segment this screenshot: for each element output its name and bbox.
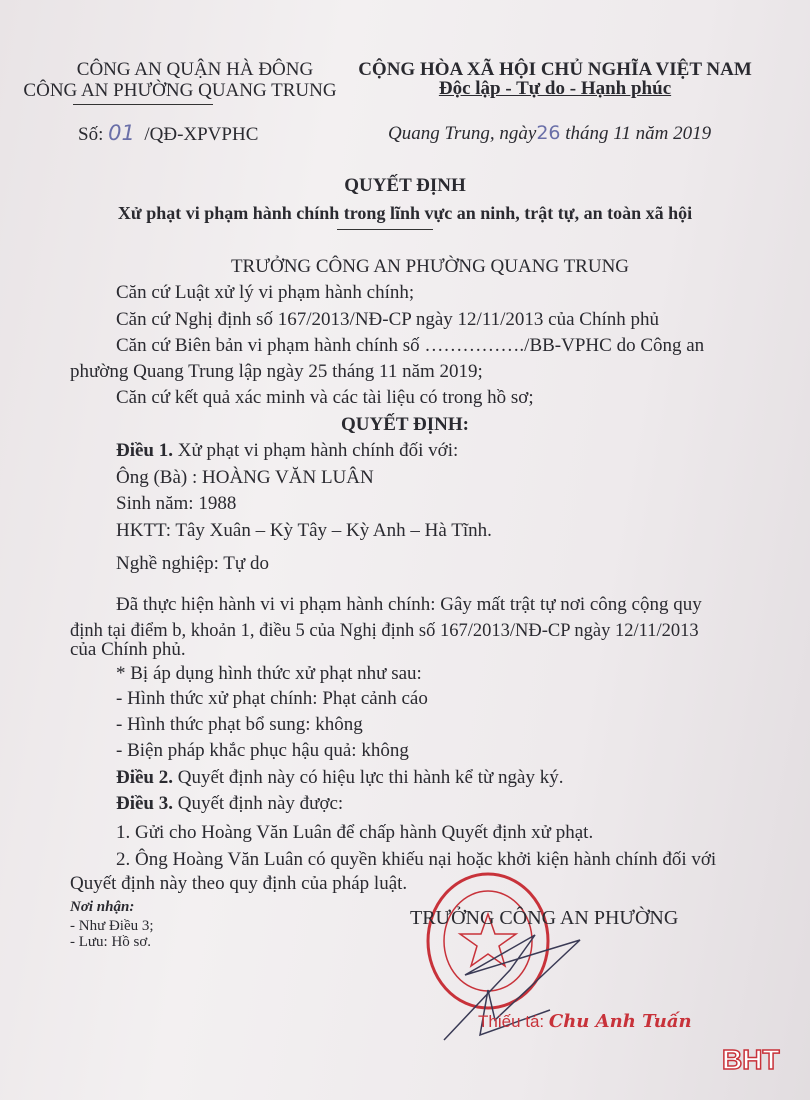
- agency-underline: [73, 104, 213, 105]
- document-number: [78, 121, 258, 147]
- agency-parent: CÔNG AN QUẬN HÀ ĐÔNG: [76, 59, 314, 80]
- penalty-line: - Hình thức xử phạt chính: Phạt cảnh cáo: [116, 688, 428, 709]
- watermark-logo: BHT: [722, 1044, 780, 1075]
- number-label: Số:: [78, 124, 104, 145]
- authority: TRƯỞNG CÔNG AN PHƯỜNG QUANG TRUNG: [230, 256, 630, 277]
- penalty-line: - Hình thức phạt bổ sung: không: [116, 714, 363, 735]
- basis-line: Căn cứ kết quả xác minh và các tài liệu có trong hồ sơ;: [116, 387, 534, 408]
- article-label: Điều 2.: [116, 767, 173, 788]
- article-text: Xử phạt vi phạm hành chính đối với:: [177, 440, 459, 461]
- signer-name: Chu Anh Tuấn: [548, 1011, 692, 1032]
- article-text: Quyết định này được:: [177, 793, 344, 814]
- name-value: HOÀNG VĂN LUÂN: [202, 467, 374, 488]
- title-heading: QUYẾT ĐỊNH: [344, 175, 466, 196]
- article-3: [116, 792, 343, 816]
- basis-line: phường Quang Trung lập ngày 25 tháng 11 năm 2019;: [70, 361, 483, 382]
- decision-heading: QUYẾT ĐỊNH:: [341, 414, 469, 435]
- country-name: CỘNG HÒA XÃ HỘI CHỦ NGHĨA VIỆT NAM: [358, 59, 752, 80]
- article-3-item: 2. Ông Hoàng Văn Luân có quyền khiếu nại hoặc khởi kiện hành chính đối với: [116, 849, 717, 870]
- violation-line: Đã thực hiện hành vi vi phạm hành chính: Gây mất trật tự nơi công cộng quy: [116, 594, 702, 615]
- basis-line: Căn cứ Nghị định số 167/2013/NĐ-CP ngày 12/11/2013 của Chính phủ: [116, 309, 659, 330]
- signer-rank: Thiếu tá:: [478, 1012, 545, 1031]
- article-3-item: 1. Gửi cho Hoàng Văn Luân để chấp hành Quyết định xử phạt.: [116, 822, 594, 843]
- agency-name: CÔNG AN PHƯỜNG QUANG TRUNG: [23, 80, 337, 101]
- document-date: [388, 121, 711, 146]
- basis-line: Căn cứ Luật xử lý vi phạm hành chính;: [116, 282, 415, 303]
- article-2: [116, 766, 563, 790]
- birth-year: Sinh năm: 1988: [116, 493, 237, 514]
- article-label: Điều 1.: [116, 440, 173, 461]
- basis-line: Căn cứ Biên bản vi phạm hành chính số ……………./BB-VPHC do Công an: [116, 335, 705, 356]
- violation-line: của Chính phủ.: [70, 639, 186, 660]
- number-value: 01: [108, 121, 135, 145]
- number-suffix: /QĐ-XPVPHC: [144, 124, 259, 145]
- title-subtitle: Xử phạt vi phạm hành chính trong lĩnh vực an ninh, trật tự, an toàn xã hội: [117, 203, 693, 223]
- penalty-line: * Bị áp dụng hình thức xử phạt như sau:: [116, 663, 422, 684]
- signature-title: TRƯỞNG CÔNG AN PHƯỜNG: [410, 907, 679, 929]
- recipient-item: - Như Điều 3;: [70, 918, 154, 934]
- recipients-label: Nơi nhận:: [70, 899, 135, 915]
- name-label: Ông (Bà) :: [116, 467, 198, 488]
- recipient-item: - Lưu: Hồ sơ.: [70, 934, 152, 950]
- person-name: [116, 466, 374, 490]
- signer: [478, 1010, 692, 1034]
- motto: Độc lập - Tự do - Hạnh phúc: [438, 78, 672, 99]
- article-1: [116, 439, 458, 463]
- date-prefix: Quang Trung, ngày: [388, 123, 537, 144]
- occupation: Nghề nghiệp: Tự do: [116, 553, 269, 574]
- article-3-item: Quyết định này theo quy định của pháp luật.: [70, 873, 408, 894]
- penalty-line: - Biện pháp khắc phục hậu quả: không: [116, 740, 409, 761]
- residence: HKTT: Tây Xuân – Kỳ Tây – Kỳ Anh – Hà Tĩnh.: [116, 520, 492, 541]
- article-text: Quyết định này có hiệu lực thi hành kể từ ngày ký.: [177, 767, 564, 788]
- title-underline: [337, 229, 433, 230]
- date-day: 26: [536, 122, 561, 144]
- violation-line: định tại điểm b, khoản 1, điều 5 của Nghị định số 167/2013/NĐ-CP ngày 12/11/2013: [70, 621, 699, 641]
- article-label: Điều 3.: [116, 793, 173, 814]
- date-rest: tháng 11 năm 2019: [565, 123, 712, 144]
